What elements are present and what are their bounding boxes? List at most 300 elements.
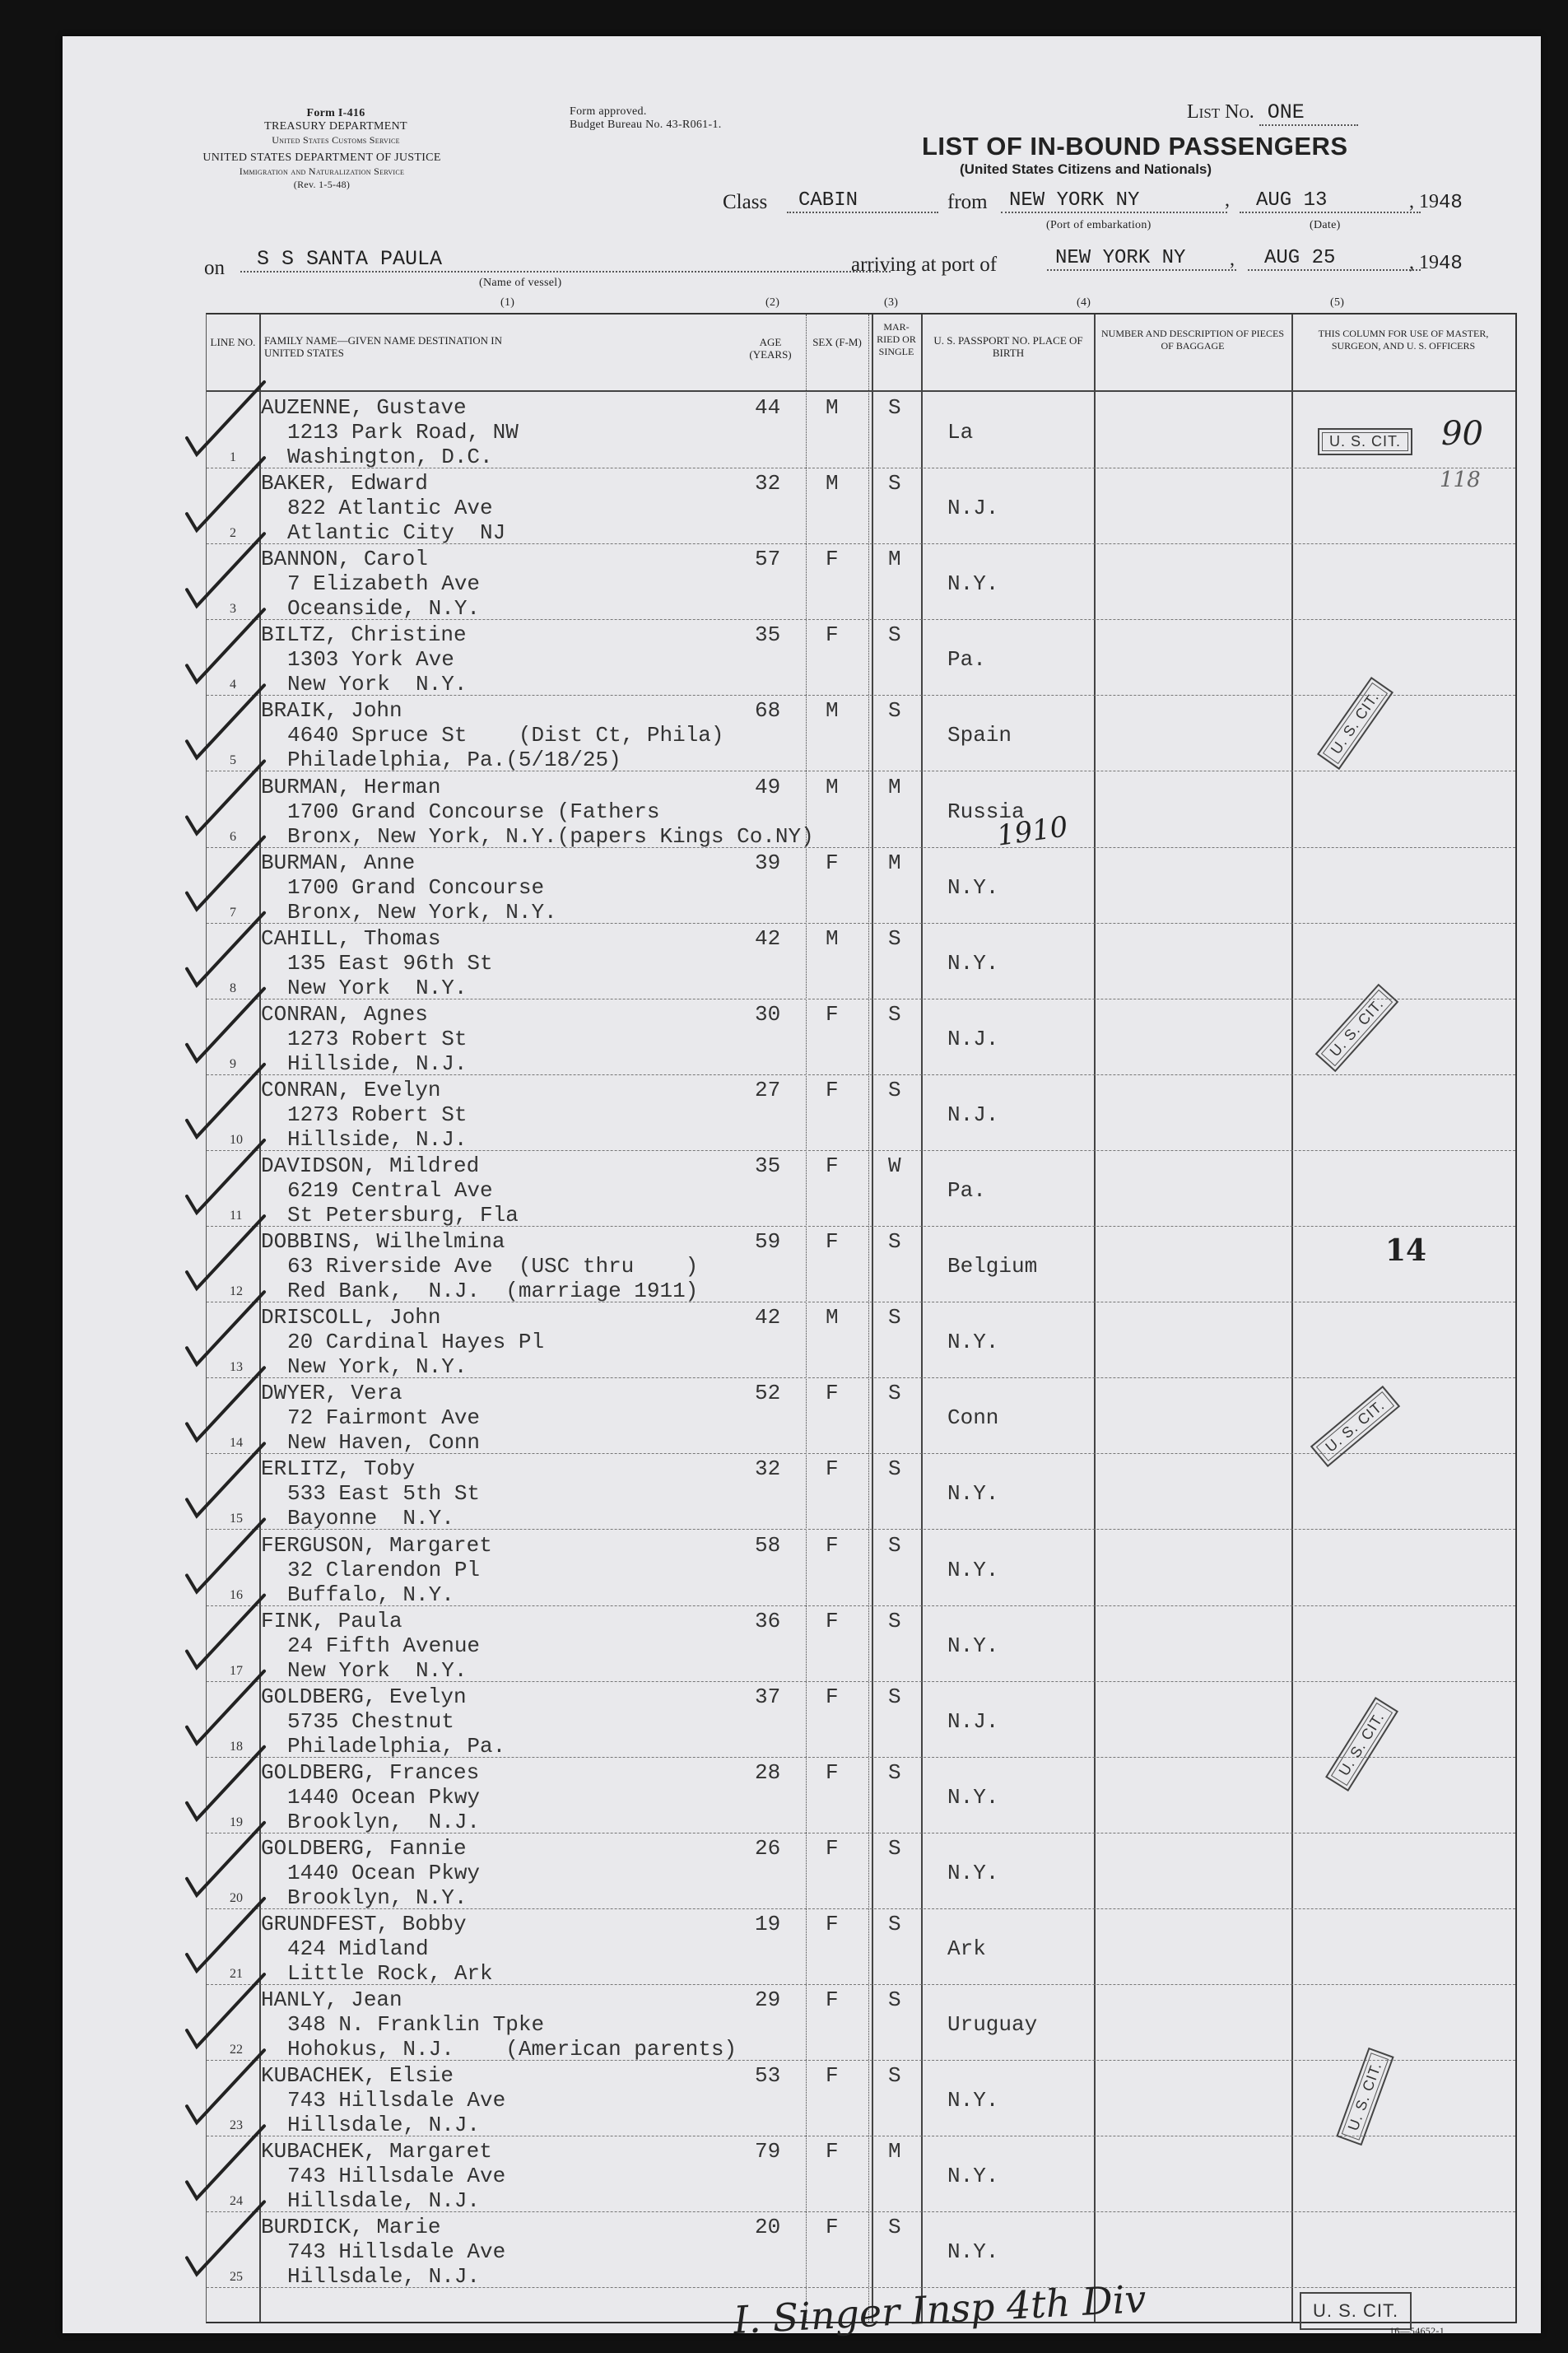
marital-status: S [888,1759,901,1785]
marital-status: S [888,1987,901,2013]
line-number: 14 [230,1436,243,1451]
passenger-name: ERLITZ, Toby [261,1456,416,1482]
age: 36 [755,1608,781,1633]
table-row [207,543,1515,620]
address-street: 424 Midland [287,1936,429,1961]
form-department-block [212,107,459,147]
check-mark [187,1368,264,1440]
passenger-name: BURMAN, Herman [261,774,441,799]
marital-status: M [888,2139,901,2164]
place-of-birth: Conn [947,1405,999,1431]
address-street: 6219 Central Ave [287,1178,493,1203]
place-of-birth: N.Y. [947,1330,999,1355]
place-of-birth: Uruguay [947,2012,1038,2038]
table-row [207,619,1515,696]
marital-status: S [888,1229,901,1255]
arrival-year: 48 [1439,253,1463,275]
us-cit-stamp: U. S. CIT. [1310,1386,1400,1467]
page-subtitle: (United States Citizens and Nationals) [960,161,1212,177]
line-number: 16 [230,1587,243,1602]
check-mark [187,382,264,454]
place-of-birth: N.J. [947,496,999,521]
marital-status: S [888,622,901,648]
age: 20 [755,2215,781,2240]
age: 19 [755,1912,781,1936]
sex: F [826,1153,839,1178]
marital-status: S [888,2063,901,2089]
marital-status: S [888,1532,901,1558]
line-number: 23 [230,2118,243,2133]
annotation-14: 14 [1385,1233,1427,1268]
table-row [207,999,1515,1075]
sex: F [826,1835,839,1861]
us-cit-stamp: U. S. CIT. [1318,428,1412,455]
marital-status: S [888,1001,901,1027]
line-number: 24 [230,2194,243,2209]
check-mark [187,1671,264,1744]
ins-service: Immigration and Naturalization Service [239,165,405,177]
passenger-name: CAHILL, Thomas [261,925,441,951]
passenger-name: BANNON, Carol [261,547,428,572]
us-cit-stamp: U. S. CIT. [1325,1697,1398,1792]
arrival-port: NEW YORK NY [1047,247,1236,271]
line-number: 11 [230,1209,243,1223]
treasury-dept: TREASURY DEPARTMENT [264,120,407,133]
passenger-name: CONRAN, Evelyn [261,1077,441,1102]
check-mark [187,1823,264,1895]
col-header-name: FAMILY NAME—GIVEN NAME DESTINATION IN UNITED STATES [264,334,503,359]
address-street: 743 Hillsdale Ave [287,2239,506,2265]
col-header-age: AGE (YEARS) [749,336,792,361]
sex: F [826,1456,839,1482]
passenger-name: BRAIK, John [261,698,402,724]
marital-status: M [888,850,901,875]
date-caption: (Date) [1310,219,1341,231]
marital-status: S [888,1305,901,1330]
address-street: 1440 Ocean Pkwy [287,1860,481,1885]
place-of-birth: N.J. [947,1708,999,1734]
check-mark [187,609,264,682]
col-header-passport: U. S. PASSPORT NO. PLACE OF BIRTH [933,334,1083,359]
sex: F [826,1684,839,1709]
address-city: Hillside, N.J. [287,1051,468,1076]
address-city: Bronx, New York, N.Y.(papers Kings Co.NY) [287,823,814,849]
address-city: Philadelphia, Pa.(5/18/25) [287,748,621,773]
address-street: 1303 York Ave [287,647,454,673]
passenger-name: BILTZ, Christine [261,622,467,648]
sex: F [826,1608,839,1633]
sex: M [826,698,839,724]
address-street: 20 Cardinal Hayes Pl [287,1330,545,1355]
arrival-date: AUG 25 [1248,247,1421,271]
form-number: Form I-416 [306,107,365,119]
line-number: 9 [230,1056,236,1071]
table-row [207,1605,1515,1682]
line-number: 12 [230,1284,243,1299]
list-number-block [1187,100,1358,126]
passenger-name: CONRAN, Agnes [261,1001,428,1027]
annotation-118: 118 [1440,468,1481,492]
check-mark [187,1747,264,1819]
address-street: 4640 Spruce St (Dist Ct, Phila) [287,723,724,748]
check-mark [187,913,264,985]
col-number-1: (1) [500,296,515,309]
sex: M [826,471,839,496]
place-of-birth: Pa. [947,1178,986,1203]
age: 35 [755,1153,781,1178]
address-city: Hillside, N.J. [287,1126,468,1152]
age: 58 [755,1532,781,1558]
passenger-name: FINK, Paula [261,1608,402,1633]
age: 42 [755,925,781,951]
address-street: 24 Fifth Avenue [287,1633,481,1658]
address-street: 348 N. Franklin Tpke [287,2012,545,2038]
address-city: Washington, D.C. [287,445,493,469]
col-number-3: (3) [884,296,899,309]
place-of-birth: Spain [947,723,1012,748]
place-of-birth: N.Y. [947,1481,999,1507]
age: 35 [755,622,781,648]
address-street: 743 Hillsdale Ave [287,2088,506,2113]
sex: M [826,1305,839,1330]
form-footer-code: 16—54652-1 [1389,2325,1445,2337]
line-number: 18 [230,1739,243,1754]
col-header-baggage: NUMBER AND DESCRIPTION OF PIECES OF BAGGAGE [1100,328,1285,352]
sex: M [826,774,839,799]
passenger-name: FERGUSON, Margaret [261,1532,492,1558]
marital-status: S [888,1835,901,1861]
place-of-birth: N.Y. [947,874,999,900]
table-row [207,1681,1515,1758]
check-mark [187,1596,264,1668]
address-city: Bronx, New York, N.Y. [287,899,557,925]
address-street: 1273 Robert St [287,1102,468,1127]
customs-service: United States Customs Service [272,134,400,146]
table-row [207,1530,1515,1606]
place-of-birth: N.Y. [947,1557,999,1582]
check-mark [187,458,264,530]
marital-status: S [888,925,901,951]
line-number: 4 [230,678,236,692]
check-mark [187,2126,264,2198]
age: 32 [755,1456,781,1482]
address-street: 1213 Park Road, NW [287,420,519,445]
check-marks [149,315,363,2322]
passenger-name: KUBACHEK, Elsie [261,2063,454,2089]
col-header-officers: THIS COLUMN FOR USE OF MASTER, SURGEON, AND U. S. OFFICERS [1318,328,1489,352]
table-row [207,847,1515,924]
marital-status: M [888,547,901,572]
table-row [207,1757,1515,1833]
age: 79 [755,2139,781,2164]
annotation-1910: 1910 [994,810,1070,853]
sex: F [826,1077,839,1102]
age: 32 [755,471,781,496]
place-of-birth: N.Y. [947,2164,999,2189]
place-of-birth: N.J. [947,1102,999,1127]
line-number: 19 [230,1815,243,1829]
check-mark [187,2050,264,2122]
passenger-name: GOLDBERG, Frances [261,1759,480,1785]
line-number: 2 [230,526,236,541]
table-row [207,1453,1515,1530]
address-street: 63 Riverside Ave (USC thru ) [287,1254,699,1279]
marital-status: S [888,1912,901,1936]
page-title: LIST OF IN-BOUND PASSENGERS [922,132,1348,161]
line-number: 17 [230,1663,243,1678]
table-row [207,1984,1515,2061]
table-row [207,2211,1515,2288]
list-number-value: ONE [1259,100,1358,126]
on-label: on [204,257,225,279]
passenger-name: GRUNDFEST, Bobby [261,1912,467,1936]
address-street: 32 Clarendon Pl [287,1557,481,1582]
place-of-birth: Belgium [947,1254,1038,1279]
check-mark [187,1065,264,1137]
age: 53 [755,2063,781,2089]
table-row [207,771,1515,848]
age: 39 [755,850,781,875]
address-city: New Haven, Conn [287,1430,481,1456]
line-number: 13 [230,1360,243,1375]
address-city: Hillsdale, N.J. [287,2264,481,2290]
line-number: 25 [230,2270,243,2285]
col-header-sex: SEX (F-M) [812,336,862,348]
line-number: 1 [230,450,236,464]
address-city: Atlantic City NJ [287,520,506,546]
place-of-birth: N.Y. [947,2239,999,2265]
embark-date: AUG 13 [1240,189,1421,213]
check-mark [187,1974,264,2047]
address-city: Red Bank, N.J. (marriage 1911) [287,1279,699,1304]
table-row [207,695,1515,771]
col-header-line: LINE NO. [210,336,256,348]
col-number-2: (2) [765,296,780,309]
marital-status: S [888,1608,901,1633]
check-mark [187,2202,264,2274]
arrival-year-prefix: 19 [1419,252,1439,273]
age: 26 [755,1835,781,1861]
justice-block [145,151,499,191]
passenger-name: BURDICK, Marie [261,2215,441,2240]
embark-port-caption: (Port of embarkation) [1046,219,1152,231]
table-row [207,1074,1515,1151]
marital-status: S [888,1684,901,1709]
check-mark [187,837,264,910]
line-number: 10 [230,1132,243,1147]
vessel-caption: (Name of vessel) [479,277,562,289]
justice-dept: UNITED STATES DEPARTMENT OF JUSTICE [202,151,441,164]
us-cit-stamp: U. S. CIT. [1336,2048,1394,2146]
place-of-birth: N.J. [947,1026,999,1051]
address-city: St Petersburg, Fla [287,1203,519,1228]
passenger-name: DWYER, Vera [261,1381,402,1406]
us-cit-stamp: U. S. CIT. [1317,677,1394,770]
sex: F [826,1532,839,1558]
sex: F [826,1987,839,2013]
place-of-birth: Ark [947,1936,986,1961]
marital-status: S [888,1456,901,1482]
marital-status: M [888,774,901,799]
check-mark [187,1140,264,1213]
address-city: Oceanside, N.Y. [287,596,481,622]
line-number: 6 [230,829,236,844]
table-row [207,2060,1515,2136]
address-street: 822 Atlantic Ave [287,496,493,521]
passenger-name: BURMAN, Anne [261,850,416,875]
sex: F [826,622,839,648]
place-of-birth: N.Y. [947,1860,999,1885]
age: 37 [755,1684,781,1709]
age: 68 [755,698,781,724]
address-city: Brooklyn, N.Y. [287,1885,468,1910]
age: 49 [755,774,781,799]
marital-status: W [888,1153,901,1178]
address-street: 1700 Grand Concourse (Fathers [287,799,660,824]
line-number: 21 [230,1967,243,1981]
manifest-page: Form I-416 TREASURY DEPARTMENT United States Customs Service UNITED STATES DEPARTMENT OF JUSTICE Immigration and Naturalization Service (Rev. 1-5-48) Form approved. Budget Bureau No. 43-R061-1. List No. ONE LIST OF IN-BOUND PASSENGERS (United States Citizens and Nationals) Class CABIN from NEW YORK NY (Port of embarkation) , AUG 13 (Date) , 1948 on S S SANTA PAULA (Name of vessel) arriving at port of NEW YORK NY , AUG 25 , 1948 (1) (2) (3) (4) (5) LINE NO. FAMILY NAME—GIVEN NAME DESTINATION IN UNITED STATES AGE (YEARS) SEX (F-M) MAR-RIED OR SINGLE U. S. PASSPORT NO. PLACE OF BIRTH NUMBER AND DESCRIPTION OF PIECES OF BAGGAGE THIS COLUMN FOR USE OF MASTER, SURGEON, AND U. S. OFFICERS 1 AUZENNE, Gustave 1213 Park Road, NW Washington, D.C. 44 M S La 2 BAKER, Edward 822 Atlantic Ave Atlantic City NJ 32 M S N.J. 3 BANNON, Carol 7 Elizabeth Ave Oceanside, N.Y. 57 F M N.Y. 4 BILTZ, Christine 1303 York Ave New York N.Y. 35 F S Pa. 5 BRAIK, John 4640 Spruce St (Dist Ct, Phila) Philadelphia, Pa.(5/18/25) 68 M S Spain 6 BURMAN, Herman 1700 Grand Concourse (Fathers Bronx, New York, N.Y.(papers Kings Co.NY) 49 M M Russia 7 BURMAN, Anne 1700 Grand Concourse Bronx, New York, N.Y. 39 F M N.Y. 8 CAHILL, Thomas 135 East 96th St New York N.Y. 42 M S N.Y. 9 CONRAN, Agnes 1273 Robert St Hillside, N.J. 30 F S N.J. 10 CONRAN, Evelyn 1273 Robert St Hillside, N.J. 27 F S N.J. 11 DAVIDSON, Mildred 6219 Central Ave St Petersburg, Fla 35 F W Pa. 12 DOBBINS, Wilhelmina 63 Riverside Ave (USC thru ) Red Bank, N.J. (marriage 1911) 59 F S Belgium 13 DRISCOLL, John 20 Cardinal Hayes Pl New York, N.Y. 42 M S N.Y. 14 DWYER, Vera 72 Fairmont Ave New Haven, Conn 52 F S Conn 15 ERLITZ, Toby 533 East 5th St Bayonne N.Y. 32 F S N.Y. 16 FERGUSON, Margaret 32 Clarendon Pl Buffalo, N.Y. 58 F S N.Y. 17 FINK, Paula 24 Fifth Avenue New York N.Y. 36 F S N.Y. 18 GOLDBERG, Evelyn 5735 Chestnut Philadelphia, Pa. 37 F S N.J. 19 GOLDBERG, Frances 1440 Ocean Pkwy Brooklyn, N.J. 28 F S N.Y. 20 GOLDBERG, Fannie 1440 Ocean Pkwy Brooklyn, N.Y. 26 F S N.Y. 21 GRUNDFEST, Bobby 424 Midland Little Rock, Ark 19 F S Ark 22 HANLY, Jean 348 N. Franklin Tpke Hohokus, N.J. (American parents) 29 F S Uruguay 23 KUBACHEK, Elsie 743 Hillsdale Ave Hillsdale, N.J. 53 F S N.Y. 24 KUBACHEK, Margaret 743 Hillsdale Ave Hillsdale, N.J. 79 F M N.Y. 25 BURDICK, Marie 743 Hillsdale Ave Hillsdale, N.J. 20 F S N.Y. U. S. CIT. U. S. CIT. U. S. CIT. U. S. CIT. U. S. CIT. U. S. CIT. U. S. CIT. 90 118 1910 14 I. Singer Insp 4th Div 16—54652-1 [63,36,1541,2333]
age: 57 [755,547,781,572]
address-street: 72 Fairmont Ave [287,1405,481,1431]
line-number: 7 [230,905,236,920]
line-number: 20 [230,1890,243,1905]
marital-status: S [888,1381,901,1406]
age: 28 [755,1759,781,1785]
passenger-name: KUBACHEK, Margaret [261,2139,492,2164]
address-street: 1700 Grand Concourse [287,874,545,900]
place-of-birth: N.Y. [947,571,999,597]
check-mark [187,1520,264,1592]
sex: F [826,2139,839,2164]
check-mark [187,762,264,834]
check-mark [187,534,264,606]
marital-status: S [888,698,901,724]
class-label: Class [723,191,768,213]
age: 52 [755,1381,781,1406]
line-number: 15 [230,1512,243,1526]
address-city: Philadelphia, Pa. [287,1733,506,1759]
age: 44 [755,395,781,420]
table-row [207,923,1515,999]
passenger-name: HANLY, Jean [261,1987,402,2013]
inspector-signature: I. Singer Insp 4th Div [732,2276,1147,2343]
sex: F [826,1001,839,1027]
passenger-name: BAKER, Edward [261,471,428,496]
check-mark [187,1443,264,1516]
address-street: 743 Hillsdale Ave [287,2164,506,2189]
line-number: 3 [230,602,236,617]
marital-status: S [888,395,901,420]
passenger-name: DAVIDSON, Mildred [261,1153,480,1178]
embark-year: 48 [1439,192,1463,214]
address-street: 1440 Ocean Pkwy [287,1784,481,1810]
col-number-4: (4) [1077,296,1091,309]
class-value: CABIN [787,189,938,213]
address-city: New York, N.Y. [287,1354,468,1380]
address-city: Buffalo, N.Y. [287,1582,454,1607]
line-number: 8 [230,981,236,995]
list-number-label: List No. [1187,101,1254,123]
from-label: from [947,191,988,213]
check-mark [187,1292,264,1364]
sex: F [826,1229,839,1255]
sex: F [826,1912,839,1936]
check-mark [187,989,264,1061]
check-mark [187,1216,264,1288]
address-street: 1273 Robert St [287,1026,468,1051]
address-city: New York N.Y. [287,975,468,1000]
passenger-name: GOLDBERG, Evelyn [261,1684,467,1709]
address-city: New York N.Y. [287,1657,468,1683]
line-number: 22 [230,2043,243,2057]
passenger-name: DOBBINS, Wilhelmina [261,1229,505,1255]
check-mark [187,1899,264,1971]
year-prefix: 19 [1419,191,1439,212]
us-cit-stamp: U. S. CIT. [1300,2292,1412,2330]
revision: (Rev. 1-5-48) [293,179,351,190]
address-city: Brooklyn, N.J. [287,1809,481,1834]
embark-port: NEW YORK NY [1001,189,1227,213]
us-cit-stamp: U. S. CIT. [1315,984,1398,1073]
col-header-married: MAR-RIED OR SINGLE [877,321,916,357]
address-city: Hohokus, N.J. (American parents) [287,2037,737,2062]
annotation-90: 90 [1441,415,1483,453]
sex: F [826,547,839,572]
address-city: Little Rock, Ark [287,1961,493,1986]
address-street: 135 East 96th St [287,950,493,976]
age: 27 [755,1077,781,1102]
address-city: Bayonne N.Y. [287,1506,454,1531]
age: 30 [755,1001,781,1027]
table-row [207,2136,1515,2212]
table-row [207,468,1515,544]
table-row [207,1150,1515,1227]
place-of-birth: N.Y. [947,2088,999,2113]
place-of-birth: Pa. [947,647,986,673]
passenger-name: DRISCOLL, John [261,1305,441,1330]
address-city: Hillsdale, N.J. [287,2188,481,2214]
age: 29 [755,1987,781,2013]
sex: F [826,850,839,875]
table-row [207,1226,1515,1302]
address-street: 7 Elizabeth Ave [287,571,481,597]
col-number-5: (5) [1330,296,1345,309]
sex: M [826,395,839,420]
place-of-birth: N.Y. [947,1784,999,1810]
sex: F [826,1759,839,1785]
sex: M [826,925,839,951]
sex: F [826,2215,839,2240]
marital-status: S [888,1077,901,1102]
budget-bureau: Budget Bureau No. 43-R061-1. [570,119,722,131]
age: 59 [755,1229,781,1255]
address-city: Hillsdale, N.J. [287,2113,481,2138]
sex: F [826,1381,839,1406]
table-row [207,1833,1515,1909]
arriving-label: arriving at port of [851,254,998,276]
passenger-name: AUZENNE, Gustave [261,395,467,420]
age: 42 [755,1305,781,1330]
place-of-birth: La [947,420,974,445]
line-number: 5 [230,753,236,768]
approval-block [570,105,722,132]
place-of-birth: N.Y. [947,1633,999,1658]
address-city: New York N.Y. [287,672,468,697]
address-street: 5735 Chestnut [287,1708,454,1734]
place-of-birth: N.Y. [947,950,999,976]
passenger-name: GOLDBERG, Fannie [261,1835,467,1861]
marital-status: S [888,2215,901,2240]
